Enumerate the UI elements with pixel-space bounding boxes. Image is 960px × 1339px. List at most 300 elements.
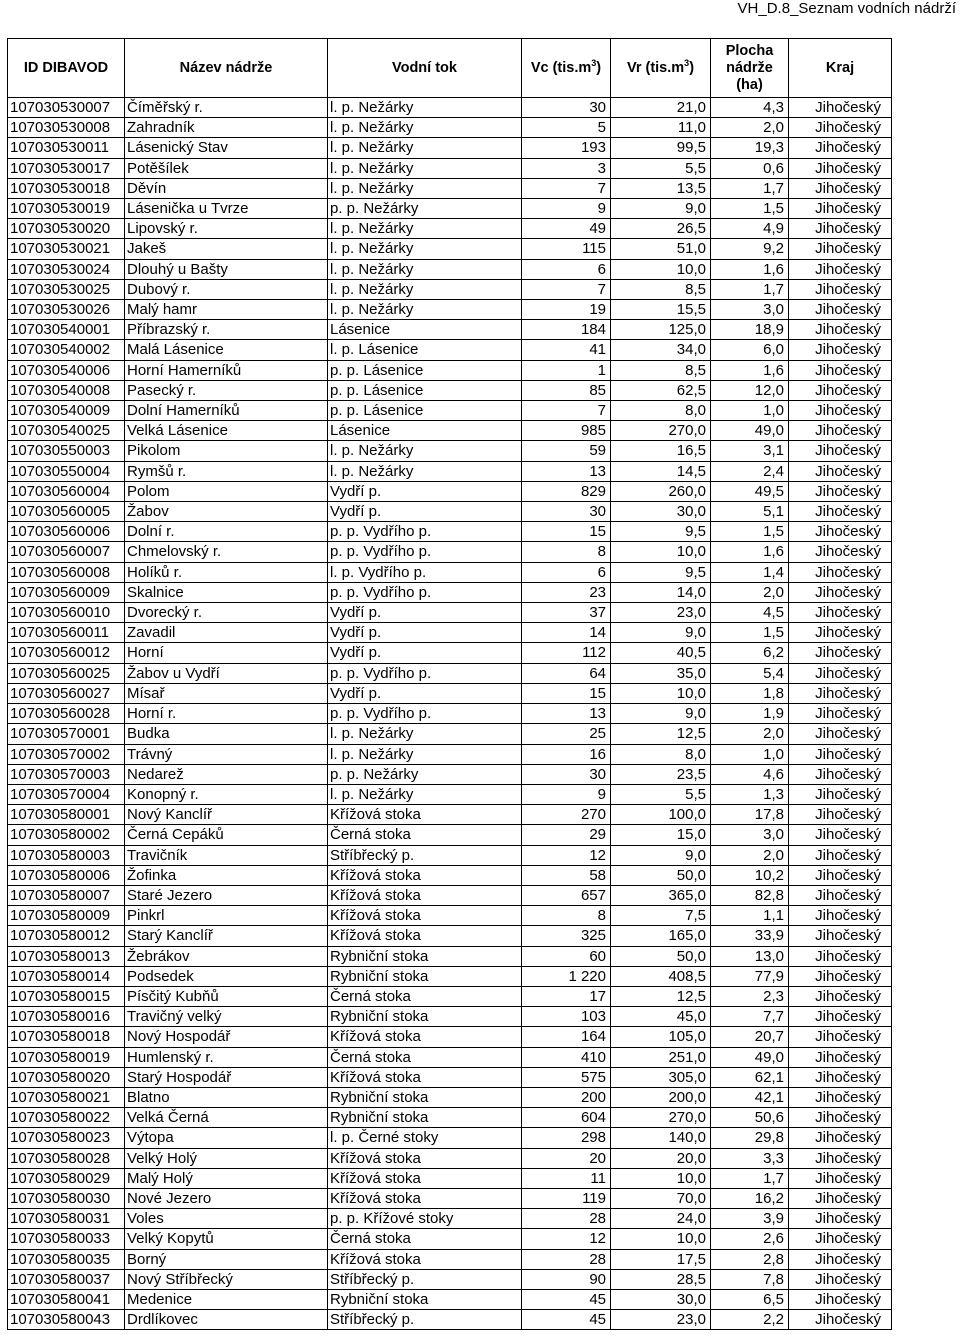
cell-region: Jihočeský (789, 380, 892, 400)
cell-region: Jihočeský (789, 885, 892, 905)
cell-name: Jakeš (125, 239, 328, 259)
cell-stream: p. p. Nežárky (328, 764, 522, 784)
cell-name: Pikolom (125, 441, 328, 461)
cell-vr: 270,0 (611, 1108, 711, 1128)
cell-stream: Stříbřecký p. (328, 1269, 522, 1289)
cell-stream: Křížová stoka (328, 1148, 522, 1168)
cell-vr: 51,0 (611, 239, 711, 259)
cell-vc: 115 (522, 239, 611, 259)
cell-area: 13,0 (711, 946, 789, 966)
cell-id: 107030580022 (8, 1108, 125, 1128)
cell-stream: Vydří p. (328, 643, 522, 663)
cell-region: Jihočeský (789, 966, 892, 986)
cell-vr: 26,5 (611, 219, 711, 239)
cell-area: 1,3 (711, 784, 789, 804)
cell-area: 42,1 (711, 1087, 789, 1107)
cell-name: Konopný r. (125, 784, 328, 804)
table-row (8, 421, 892, 441)
table-row (8, 805, 892, 825)
cell-name: Žebrákov (125, 946, 328, 966)
table-row (8, 1168, 892, 1188)
cell-stream: Lásenice (328, 421, 522, 441)
table-row (8, 1310, 892, 1330)
cell-area: 4,3 (711, 98, 789, 118)
cell-stream: l. p. Nežárky (328, 158, 522, 178)
cell-vr: 260,0 (611, 481, 711, 501)
cell-vc: 15 (522, 683, 611, 703)
cell-area: 1,5 (711, 199, 789, 219)
cell-vc: 64 (522, 663, 611, 683)
cell-name: Trávný (125, 744, 328, 764)
cell-area: 1,8 (711, 683, 789, 703)
cell-vr: 9,0 (611, 845, 711, 865)
cell-vr: 11,0 (611, 118, 711, 138)
cell-vr: 9,0 (611, 704, 711, 724)
table-row (8, 98, 892, 118)
table-row (8, 340, 892, 360)
cell-vr: 9,0 (611, 623, 711, 643)
cell-area: 16,2 (711, 1188, 789, 1208)
cell-area: 62,1 (711, 1067, 789, 1087)
cell-vr: 10,0 (611, 683, 711, 703)
header-region: Kraj (789, 39, 892, 98)
cell-area: 82,8 (711, 885, 789, 905)
cell-stream: l. p. Nežárky (328, 441, 522, 461)
cell-vc: 1 (522, 360, 611, 380)
cell-stream: Křížová stoka (328, 1027, 522, 1047)
cell-stream: l. p. Nežárky (328, 178, 522, 198)
cell-name: Lásenický Stav (125, 138, 328, 158)
cell-stream: p. p. Vydřího p. (328, 542, 522, 562)
cell-name: Zahradník (125, 118, 328, 138)
cell-vr: 50,0 (611, 865, 711, 885)
cell-region: Jihočeský (789, 98, 892, 118)
cell-region: Jihočeský (789, 461, 892, 481)
cell-name: Horní Hamerníků (125, 360, 328, 380)
cell-stream: Lásenice (328, 320, 522, 340)
cell-vr: 99,5 (611, 138, 711, 158)
cell-id: 107030560007 (8, 542, 125, 562)
cell-vr: 9,5 (611, 522, 711, 542)
table-row (8, 623, 892, 643)
cell-region: Jihočeský (789, 603, 892, 623)
cell-stream: p. p. Lásenice (328, 360, 522, 380)
cell-name: Černá Cepáků (125, 825, 328, 845)
cell-area: 1,7 (711, 1168, 789, 1188)
cell-region: Jihočeský (789, 825, 892, 845)
cell-vc: 25 (522, 724, 611, 744)
cell-region: Jihočeský (789, 138, 892, 158)
cell-vc: 59 (522, 441, 611, 461)
cell-vr: 17,5 (611, 1249, 711, 1269)
header-id: ID DIBAVOD (8, 39, 125, 98)
table-row (8, 582, 892, 602)
cell-name: Podsedek (125, 966, 328, 986)
cell-vr: 125,0 (611, 320, 711, 340)
cell-area: 1,7 (711, 279, 789, 299)
cell-vr: 9,0 (611, 199, 711, 219)
cell-stream: Černá stoka (328, 1047, 522, 1067)
cell-name: Pasecký r. (125, 380, 328, 400)
cell-region: Jihočeský (789, 401, 892, 421)
cell-region: Jihočeský (789, 805, 892, 825)
cell-vc: 164 (522, 1027, 611, 1047)
cell-vr: 12,5 (611, 986, 711, 1006)
cell-id: 107030550003 (8, 441, 125, 461)
cell-id: 107030580041 (8, 1289, 125, 1309)
cell-vc: 200 (522, 1087, 611, 1107)
cell-area: 1,4 (711, 562, 789, 582)
cell-region: Jihočeský (789, 360, 892, 380)
cell-vc: 193 (522, 138, 611, 158)
cell-id: 107030530021 (8, 239, 125, 259)
cell-region: Jihočeský (789, 421, 892, 441)
cell-stream: Křížová stoka (328, 1168, 522, 1188)
table-row (8, 926, 892, 946)
cell-name: Nový Stříbřecký (125, 1269, 328, 1289)
cell-stream: p. p. Nežárky (328, 199, 522, 219)
cell-name: Velký Kopytů (125, 1229, 328, 1249)
table-row (8, 704, 892, 724)
cell-id: 107030570004 (8, 784, 125, 804)
cell-vc: 112 (522, 643, 611, 663)
cell-vr: 35,0 (611, 663, 711, 683)
table-row (8, 744, 892, 764)
table-row (8, 320, 892, 340)
table-row (8, 663, 892, 683)
cell-name: Blatno (125, 1087, 328, 1107)
cell-id: 107030580030 (8, 1188, 125, 1208)
cell-vr: 14,5 (611, 461, 711, 481)
cell-id: 107030540008 (8, 380, 125, 400)
cell-area: 9,2 (711, 239, 789, 259)
cell-stream: Vydří p. (328, 623, 522, 643)
cell-vr: 140,0 (611, 1128, 711, 1148)
cell-area: 33,9 (711, 926, 789, 946)
cell-area: 4,9 (711, 219, 789, 239)
cell-name: Písčitý Kubňů (125, 986, 328, 1006)
cell-area: 2,3 (711, 986, 789, 1006)
cell-stream: Křížová stoka (328, 1249, 522, 1269)
cell-name: Lásenička u Tvrze (125, 199, 328, 219)
cell-area: 77,9 (711, 966, 789, 986)
cell-id: 107030540002 (8, 340, 125, 360)
cell-area: 1,0 (711, 744, 789, 764)
cell-id: 107030530025 (8, 279, 125, 299)
cell-region: Jihočeský (789, 1168, 892, 1188)
cell-id: 107030580023 (8, 1128, 125, 1148)
cell-id: 107030580028 (8, 1148, 125, 1168)
header-stream: Vodní tok (328, 39, 522, 98)
cell-area: 2,0 (711, 845, 789, 865)
cell-name: Rymšů r. (125, 461, 328, 481)
cell-name: Malá Lásenice (125, 340, 328, 360)
cell-stream: Křížová stoka (328, 805, 522, 825)
cell-region: Jihočeský (789, 784, 892, 804)
cell-vc: 85 (522, 380, 611, 400)
cell-stream: l. p. Nežárky (328, 98, 522, 118)
cell-region: Jihočeský (789, 744, 892, 764)
cell-name: Výtopa (125, 1128, 328, 1148)
cell-vc: 23 (522, 582, 611, 602)
cell-name: Dolní r. (125, 522, 328, 542)
cell-stream: p. p. Vydřího p. (328, 522, 522, 542)
cell-name: Travičný velký (125, 1007, 328, 1027)
cell-vc: 5 (522, 118, 611, 138)
cell-name: Nový Kanclíř (125, 805, 328, 825)
cell-vr: 40,5 (611, 643, 711, 663)
cell-region: Jihočeský (789, 562, 892, 582)
cell-stream: l. p. Nežárky (328, 784, 522, 804)
table-row (8, 300, 892, 320)
cell-id: 107030580003 (8, 845, 125, 865)
cell-stream: p. p. Vydřího p. (328, 582, 522, 602)
cell-stream: Černá stoka (328, 825, 522, 845)
cell-id: 107030570002 (8, 744, 125, 764)
cell-region: Jihočeský (789, 219, 892, 239)
cell-vr: 15,5 (611, 300, 711, 320)
cell-area: 1,9 (711, 704, 789, 724)
cell-region: Jihočeský (789, 441, 892, 461)
cell-region: Jihočeský (789, 1269, 892, 1289)
cell-name: Nedarež (125, 764, 328, 784)
cell-vr: 8,0 (611, 744, 711, 764)
cell-stream: Vydří p. (328, 603, 522, 623)
cell-name: Pinkrl (125, 906, 328, 926)
cell-vr: 9,5 (611, 562, 711, 582)
cell-area: 20,7 (711, 1027, 789, 1047)
table-row (8, 784, 892, 804)
cell-stream: p. p. Vydřího p. (328, 663, 522, 683)
cell-id: 107030580018 (8, 1027, 125, 1047)
table-row (8, 1188, 892, 1208)
cell-vc: 30 (522, 764, 611, 784)
cell-id: 107030580043 (8, 1310, 125, 1330)
cell-area: 1,6 (711, 542, 789, 562)
header-vr: Vr $(tis.m^3)$ (611, 39, 711, 98)
cell-region: Jihočeský (789, 1188, 892, 1208)
cell-id: 107030550004 (8, 461, 125, 481)
cell-region: Jihočeský (789, 1128, 892, 1148)
table-row (8, 360, 892, 380)
cell-name: Skalnice (125, 582, 328, 602)
cell-stream: Křížová stoka (328, 1188, 522, 1208)
cell-id: 107030530008 (8, 118, 125, 138)
cell-vc: 30 (522, 98, 611, 118)
cell-region: Jihočeský (789, 199, 892, 219)
cell-vr: 10,0 (611, 1168, 711, 1188)
cell-stream: l. p. Nežárky (328, 724, 522, 744)
cell-vc: 28 (522, 1209, 611, 1229)
cell-area: 2,0 (711, 118, 789, 138)
cell-stream: Křížová stoka (328, 1067, 522, 1087)
cell-region: Jihočeský (789, 704, 892, 724)
cell-id: 107030580013 (8, 946, 125, 966)
cell-id: 107030580035 (8, 1249, 125, 1269)
cell-area: 2,0 (711, 582, 789, 602)
cell-region: Jihočeský (789, 1310, 892, 1330)
document-title: VH_D.8_Seznam vodních nádrží (737, 0, 956, 17)
cell-region: Jihočeský (789, 1067, 892, 1087)
cell-area: 5,4 (711, 663, 789, 683)
cell-stream: Křížová stoka (328, 865, 522, 885)
cell-stream: Rybniční stoka (328, 1108, 522, 1128)
cell-region: Jihočeský (789, 300, 892, 320)
cell-name: Velký Holý (125, 1148, 328, 1168)
cell-id: 107030560027 (8, 683, 125, 703)
cell-vr: 5,5 (611, 784, 711, 804)
cell-area: 29,8 (711, 1128, 789, 1148)
table-row (8, 986, 892, 1006)
cell-id: 107030580029 (8, 1168, 125, 1188)
header-row (8, 39, 892, 98)
cell-vr: 45,0 (611, 1007, 711, 1027)
table-row (8, 502, 892, 522)
cell-area: 1,5 (711, 623, 789, 643)
cell-vc: 11 (522, 1168, 611, 1188)
cell-vr: 305,0 (611, 1067, 711, 1087)
table-row (8, 683, 892, 703)
cell-vr: 10,0 (611, 259, 711, 279)
cell-area: 49,5 (711, 481, 789, 501)
table-row (8, 1128, 892, 1148)
table-row (8, 562, 892, 582)
cell-area: 1,1 (711, 906, 789, 926)
table-row (8, 279, 892, 299)
table-row (8, 865, 892, 885)
table-row (8, 1229, 892, 1249)
table-row (8, 906, 892, 926)
cell-id: 107030530019 (8, 199, 125, 219)
cell-vc: 1 220 (522, 966, 611, 986)
cell-vc: 12 (522, 1229, 611, 1249)
cell-vc: 9 (522, 784, 611, 804)
cell-region: Jihočeský (789, 582, 892, 602)
cell-region: Jihočeský (789, 542, 892, 562)
cell-vr: 20,0 (611, 1148, 711, 1168)
cell-vc: 41 (522, 340, 611, 360)
cell-vc: 604 (522, 1108, 611, 1128)
cell-id: 107030560009 (8, 582, 125, 602)
cell-area: 49,0 (711, 421, 789, 441)
cell-id: 107030580033 (8, 1229, 125, 1249)
cell-stream: Vydří p. (328, 481, 522, 501)
cell-id: 107030580037 (8, 1269, 125, 1289)
cell-vc: 7 (522, 401, 611, 421)
cell-id: 107030540006 (8, 360, 125, 380)
table-row (8, 259, 892, 279)
reservoir-table (7, 38, 892, 1330)
cell-name: Staré Jezero (125, 885, 328, 905)
cell-stream: Rybniční stoka (328, 1007, 522, 1027)
cell-vr: 14,0 (611, 582, 711, 602)
cell-id: 107030560012 (8, 643, 125, 663)
cell-name: Nové Jezero (125, 1188, 328, 1208)
cell-name: Humlenský r. (125, 1047, 328, 1067)
cell-name: Velká Lásenice (125, 421, 328, 441)
cell-vc: 184 (522, 320, 611, 340)
cell-area: 49,0 (711, 1047, 789, 1067)
cell-vc: 8 (522, 542, 611, 562)
cell-area: 19,3 (711, 138, 789, 158)
table-row (8, 1209, 892, 1229)
cell-name: Lipovský r. (125, 219, 328, 239)
cell-region: Jihočeský (789, 1148, 892, 1168)
cell-id: 107030580031 (8, 1209, 125, 1229)
cell-area: 10,2 (711, 865, 789, 885)
cell-vr: 70,0 (611, 1188, 711, 1208)
cell-region: Jihočeský (789, 1108, 892, 1128)
cell-vc: 30 (522, 502, 611, 522)
cell-name: Horní r. (125, 704, 328, 724)
cell-id: 107030560005 (8, 502, 125, 522)
cell-vc: 14 (522, 623, 611, 643)
cell-id: 107030530011 (8, 138, 125, 158)
cell-vc: 13 (522, 461, 611, 481)
cell-stream: Křížová stoka (328, 906, 522, 926)
cell-vr: 62,5 (611, 380, 711, 400)
cell-vc: 298 (522, 1128, 611, 1148)
table-row (8, 481, 892, 501)
table-row (8, 1067, 892, 1087)
cell-stream: l. p. Nežárky (328, 239, 522, 259)
cell-area: 17,8 (711, 805, 789, 825)
cell-vc: 45 (522, 1310, 611, 1330)
cell-vc: 9 (522, 199, 611, 219)
cell-region: Jihočeský (789, 1249, 892, 1269)
cell-vr: 15,0 (611, 825, 711, 845)
cell-vr: 16,5 (611, 441, 711, 461)
cell-id: 107030580006 (8, 865, 125, 885)
cell-name: Zavadil (125, 623, 328, 643)
cell-area: 7,8 (711, 1269, 789, 1289)
cell-name: Mísař (125, 683, 328, 703)
cell-vc: 60 (522, 946, 611, 966)
cell-vr: 10,0 (611, 542, 711, 562)
cell-vc: 17 (522, 986, 611, 1006)
cell-vr: 165,0 (611, 926, 711, 946)
cell-stream: p. p. Lásenice (328, 401, 522, 421)
cell-vc: 12 (522, 845, 611, 865)
cell-name: Číměřský r. (125, 98, 328, 118)
table-row (8, 724, 892, 744)
cell-stream: l. p. Nežárky (328, 118, 522, 138)
table-row (8, 461, 892, 481)
cell-region: Jihočeský (789, 320, 892, 340)
cell-vr: 13,5 (611, 178, 711, 198)
cell-area: 4,6 (711, 764, 789, 784)
cell-name: Starý Kanclíř (125, 926, 328, 946)
cell-vc: 3 (522, 158, 611, 178)
cell-vr: 8,5 (611, 360, 711, 380)
table-row (8, 946, 892, 966)
cell-stream: Rybniční stoka (328, 1289, 522, 1309)
cell-stream: p. p. Lásenice (328, 380, 522, 400)
cell-stream: Křížová stoka (328, 926, 522, 946)
cell-id: 107030540001 (8, 320, 125, 340)
cell-id: 107030580002 (8, 825, 125, 845)
cell-region: Jihočeský (789, 845, 892, 865)
cell-area: 1,6 (711, 360, 789, 380)
cell-stream: Vydří p. (328, 683, 522, 703)
cell-region: Jihočeský (789, 158, 892, 178)
cell-vc: 575 (522, 1067, 611, 1087)
cell-id: 107030560028 (8, 704, 125, 724)
cell-region: Jihočeský (789, 623, 892, 643)
cell-region: Jihočeský (789, 764, 892, 784)
cell-region: Jihočeský (789, 663, 892, 683)
cell-name: Chmelovský r. (125, 542, 328, 562)
